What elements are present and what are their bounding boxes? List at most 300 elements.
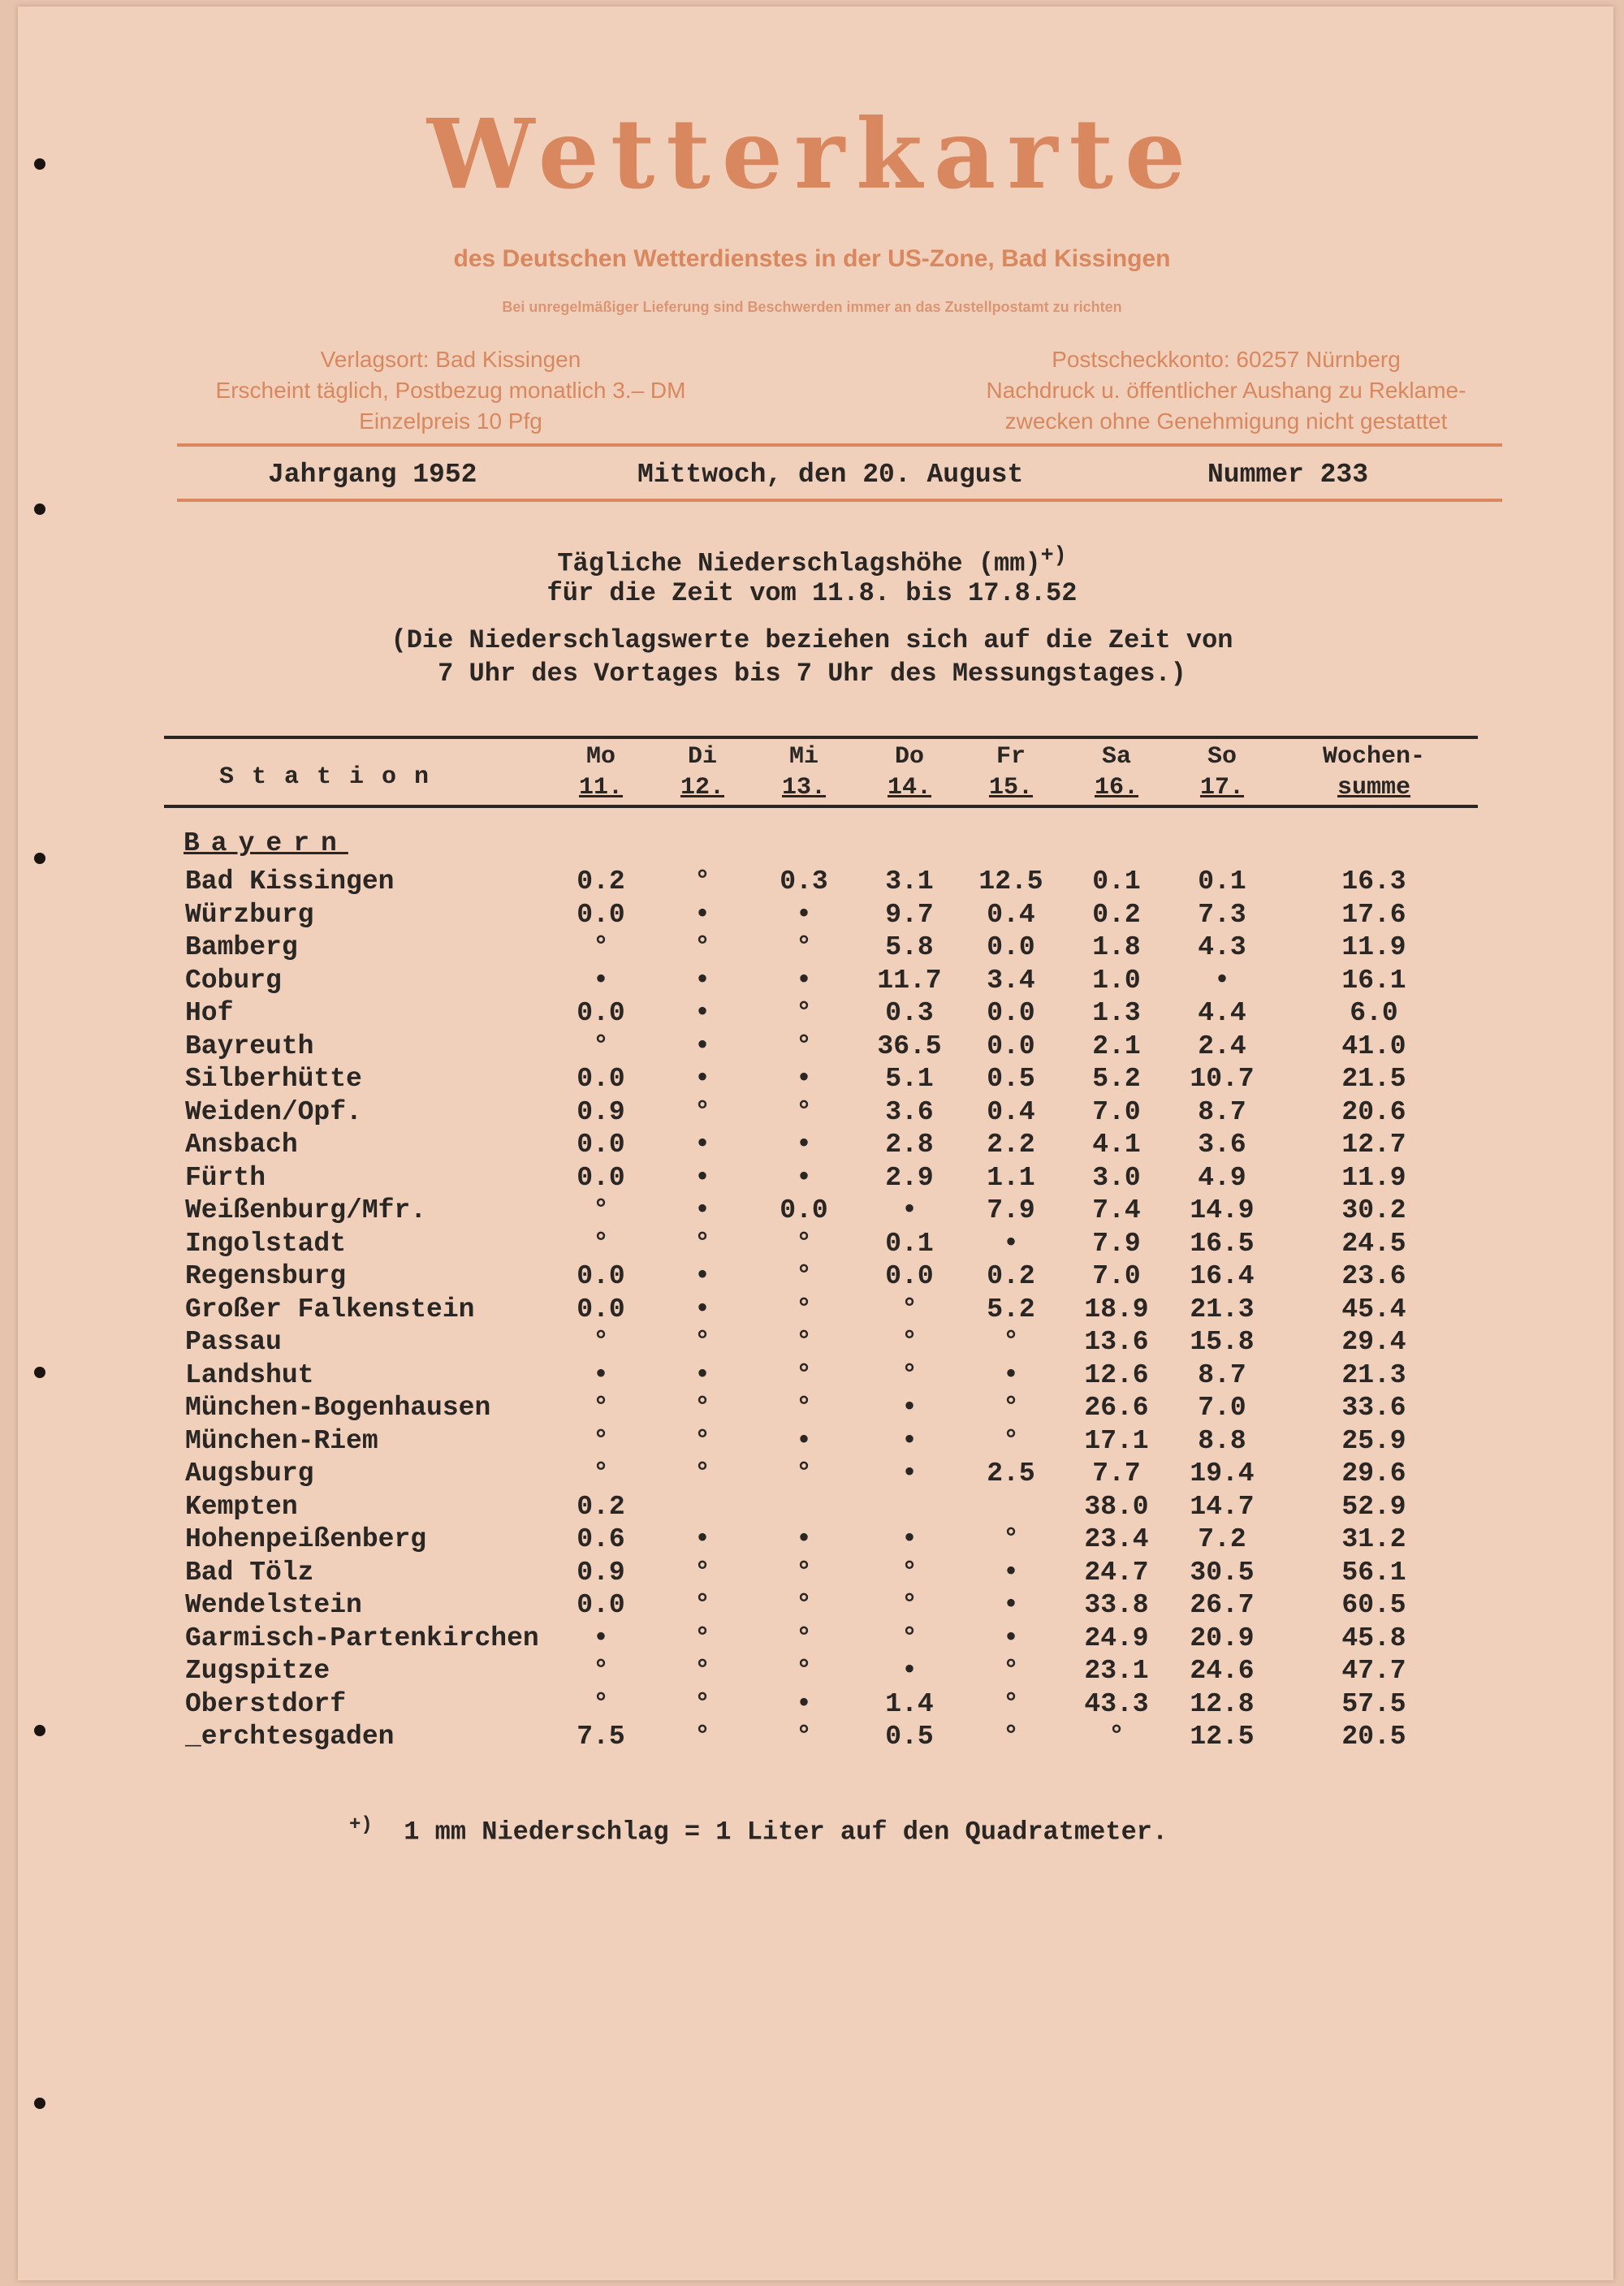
station-name: Großer Falkenstein	[185, 1294, 475, 1324]
precipitation-value: °	[796, 1590, 812, 1620]
weekly-sum: 56.1	[1341, 1557, 1406, 1588]
precipitation-value: °	[593, 1458, 609, 1489]
precipitation-value: 0.6	[577, 1524, 625, 1554]
weekly-sum: 33.6	[1341, 1393, 1406, 1423]
precipitation-value: •	[694, 965, 710, 996]
table-row	[0, 1458, 1624, 1492]
precipitation-value: 0.3	[885, 998, 934, 1028]
precipitation-value: 5.8	[885, 932, 934, 962]
precipitation-value: 0.2	[577, 1491, 625, 1522]
station-name: Ingolstadt	[185, 1228, 347, 1259]
column-header-day: So	[1207, 743, 1237, 771]
precipitation-value: 7.0	[1092, 1261, 1141, 1291]
precipitation-value: °	[694, 932, 710, 962]
weekly-sum: 52.9	[1341, 1491, 1406, 1522]
precipitation-value: °	[694, 1393, 710, 1423]
precipitation-value: •	[694, 998, 710, 1028]
precipitation-value: °	[1003, 1327, 1019, 1357]
precipitation-value: •	[694, 1261, 710, 1291]
precipitation-value: 0.0	[780, 1195, 828, 1225]
precipitation-value: 30.5	[1190, 1557, 1255, 1588]
precipitation-value: 7.9	[987, 1195, 1035, 1225]
precipitation-value: 8.7	[1198, 1359, 1246, 1390]
precipitation-value: °	[694, 1557, 710, 1588]
precipitation-value: •	[1214, 965, 1230, 996]
precipitation-value: 0.5	[987, 1064, 1035, 1094]
precipitation-value: •	[1003, 1623, 1019, 1653]
station-name: Augsburg	[185, 1458, 314, 1489]
region-heading: Bayern	[184, 828, 348, 858]
precipitation-value: 0.2	[1092, 899, 1141, 930]
precipitation-value: 26.6	[1084, 1393, 1149, 1423]
delivery-notice: Bei unregelmäßiger Lieferung sind Beschwerden immer an das Zustellpostamt zu richten	[502, 299, 1122, 315]
precipitation-value: 24.7	[1084, 1557, 1149, 1588]
precipitation-value: •	[901, 1656, 918, 1686]
column-header-day: Di	[687, 743, 717, 771]
precipitation-value: °	[694, 1722, 710, 1752]
single-price: Einzelpreis 10 Pfg	[359, 408, 542, 434]
precipitation-value: °	[593, 1425, 609, 1456]
weekly-sum: 41.0	[1341, 1031, 1406, 1061]
precipitation-value: 12.6	[1084, 1359, 1149, 1390]
precipitation-value: •	[1003, 1557, 1019, 1588]
precipitation-value: °	[1108, 1722, 1125, 1752]
weekly-sum: 12.7	[1341, 1130, 1406, 1160]
precipitation-value: 4.1	[1092, 1130, 1141, 1160]
precipitation-value: •	[593, 965, 609, 996]
table-rule-bottom	[164, 805, 1478, 808]
precipitation-value: •	[694, 1130, 710, 1160]
precipitation-value: °	[694, 1458, 710, 1489]
precipitation-value: °	[1003, 1524, 1019, 1554]
table-row	[0, 1130, 1624, 1163]
weekly-sum: 25.9	[1341, 1425, 1406, 1456]
precipitation-value: 0.0	[885, 1261, 934, 1291]
precipitation-value: 7.4	[1092, 1195, 1141, 1225]
weekly-sum: 45.8	[1341, 1623, 1406, 1653]
precipitation-value: 7.2	[1198, 1524, 1246, 1554]
weekly-sum: 20.6	[1341, 1096, 1406, 1127]
footnote-marker: +)	[1040, 544, 1067, 568]
precipitation-value: °	[901, 1557, 918, 1588]
precipitation-value: 20.9	[1190, 1623, 1255, 1653]
precipitation-value: 2.5	[987, 1458, 1035, 1489]
precipitation-value: 26.7	[1190, 1590, 1255, 1620]
table-rule-top	[164, 736, 1478, 739]
precipitation-value: •	[694, 1162, 710, 1193]
precipitation-value: •	[694, 1195, 710, 1225]
precipitation-value: 36.5	[877, 1031, 942, 1061]
weekly-sum: 11.9	[1341, 932, 1406, 962]
precipitation-value: °	[796, 1096, 812, 1127]
weekly-sum: 31.2	[1341, 1524, 1406, 1554]
weekly-sum: 29.6	[1341, 1458, 1406, 1489]
precipitation-value: °	[1003, 1722, 1019, 1752]
precipitation-value: 21.3	[1190, 1294, 1255, 1324]
precipitation-value: 0.2	[987, 1261, 1035, 1291]
footnote	[349, 1814, 1168, 1847]
precipitation-value: °	[1003, 1688, 1019, 1719]
weekly-sum: 17.6	[1341, 899, 1406, 930]
precipitation-value: °	[1003, 1425, 1019, 1456]
precipitation-value: 38.0	[1084, 1491, 1149, 1522]
table-title	[0, 544, 1624, 579]
station-name: Fürth	[185, 1162, 266, 1193]
weekly-sum: 45.4	[1341, 1294, 1406, 1324]
precipitation-table	[0, 866, 1624, 1755]
issue-number: Nummer 233	[1207, 460, 1369, 490]
weekly-sum: 47.7	[1341, 1656, 1406, 1686]
precipitation-value: 9.7	[885, 899, 934, 930]
precipitation-value: 13.6	[1084, 1327, 1149, 1357]
precipitation-value: 15.8	[1190, 1327, 1255, 1357]
precipitation-value: •	[901, 1425, 918, 1456]
sum-column-header: Wochen-	[1322, 743, 1426, 771]
table-row	[0, 1294, 1624, 1328]
precipitation-value: °	[901, 1359, 918, 1390]
footnote-mark: +)	[349, 1814, 373, 1836]
station-name: Bayreuth	[185, 1031, 314, 1061]
precipitation-value: °	[796, 1228, 812, 1259]
precipitation-value: 4.9	[1198, 1162, 1246, 1193]
station-name: Weiden/Opf.	[185, 1096, 362, 1127]
precipitation-value: •	[796, 1162, 812, 1193]
table-period: für die Zeit vom 11.8. bis 17.8.52	[546, 578, 1078, 608]
publisher-info-left	[187, 344, 715, 437]
weekly-sum: 21.3	[1341, 1359, 1406, 1390]
table-row	[0, 1558, 1624, 1591]
precipitation-value: 18.9	[1084, 1294, 1149, 1324]
precipitation-value: 11.7	[877, 965, 942, 996]
precipitation-value: 2.8	[885, 1130, 934, 1160]
precipitation-value: °	[796, 1359, 812, 1390]
precipitation-value: 1.1	[987, 1162, 1035, 1193]
precipitation-value: °	[694, 1096, 710, 1127]
precipitation-value: °	[796, 1294, 812, 1324]
precipitation-value: 16.4	[1190, 1261, 1255, 1291]
precipitation-value: 0.4	[987, 899, 1035, 930]
weekly-sum: 16.3	[1341, 866, 1406, 897]
punch-hole	[34, 853, 45, 864]
precipitation-value: 7.0	[1198, 1393, 1246, 1423]
weekly-sum: 30.2	[1341, 1195, 1406, 1225]
precipitation-value: •	[796, 1688, 812, 1719]
station-name: Hof	[185, 998, 234, 1028]
measurement-note-line2: 7 Uhr des Vortages bis 7 Uhr des Messungstages.)	[438, 659, 1186, 689]
precipitation-value: 2.2	[987, 1130, 1035, 1160]
weekly-sum: 57.5	[1341, 1688, 1406, 1719]
footnote-text: 1 mm Niederschlag = 1 Liter auf den Quadratmeter.	[404, 1817, 1168, 1847]
column-header-day: Sa	[1101, 743, 1131, 771]
precipitation-value: 23.4	[1084, 1524, 1149, 1554]
precipitation-value: °	[593, 1228, 609, 1259]
publishing-frequency: Erscheint täglich, Postbezug monatlich 3.– DM	[215, 378, 686, 403]
table-row	[0, 1097, 1624, 1130]
precipitation-value: 24.9	[1084, 1623, 1149, 1653]
table-row	[0, 1426, 1624, 1459]
column-header-date: 17.	[1199, 774, 1244, 802]
table-row	[0, 966, 1624, 999]
precipitation-value: °	[901, 1327, 918, 1357]
precipitation-value: 0.0	[577, 1064, 625, 1094]
precipitation-value: 0.0	[987, 998, 1035, 1028]
precipitation-value: 0.0	[577, 899, 625, 930]
precipitation-value: °	[593, 1031, 609, 1061]
station-name: Bad Tölz	[185, 1557, 314, 1588]
precipitation-value: 3.6	[885, 1096, 934, 1127]
precipitation-value: °	[694, 1425, 710, 1456]
precipitation-value: °	[593, 1393, 609, 1423]
station-name: Regensburg	[185, 1261, 347, 1291]
weekly-sum: 29.4	[1341, 1327, 1406, 1357]
table-row	[0, 1360, 1624, 1394]
column-header-date: 12.	[680, 774, 724, 802]
precipitation-value: °	[796, 1557, 812, 1588]
precipitation-value: °	[796, 932, 812, 962]
issue-volume: Jahrgang 1952	[268, 460, 477, 490]
table-row	[0, 1623, 1624, 1657]
weekly-sum: 20.5	[1341, 1722, 1406, 1752]
column-header-day: Do	[894, 743, 924, 771]
weekly-sum: 60.5	[1341, 1590, 1406, 1620]
precipitation-value: 2.9	[885, 1162, 934, 1193]
sum-column-header-line2: summe	[1337, 774, 1410, 802]
table-row	[0, 1590, 1624, 1623]
header-rule-top	[177, 443, 1502, 447]
precipitation-value: 7.7	[1092, 1458, 1141, 1489]
precipitation-value: •	[694, 1524, 710, 1554]
precipitation-value: °	[796, 1722, 812, 1752]
masthead-title: Wetterkarte	[426, 97, 1198, 210]
table-row	[0, 1064, 1624, 1097]
station-name: Landshut	[185, 1359, 314, 1390]
precipitation-value: 2.1	[1092, 1031, 1141, 1061]
table-row	[0, 932, 1624, 966]
table-row	[0, 900, 1624, 933]
station-name: _erchtesgaden	[185, 1722, 395, 1752]
precipitation-value: 1.0	[1092, 965, 1141, 996]
postal-account: Postscheckkonto: 60257 Nürnberg	[1052, 347, 1401, 372]
precipitation-value: 14.7	[1190, 1491, 1255, 1522]
masthead-subtitle: des Deutschen Wetterdienstes in der US-Zone, Bad Kissingen	[453, 245, 1171, 272]
precipitation-value: 0.3	[780, 866, 828, 897]
precipitation-value: •	[796, 1425, 812, 1456]
precipitation-value: 12.5	[1190, 1722, 1255, 1752]
precipitation-value: •	[796, 1064, 812, 1094]
precipitation-value: •	[694, 1294, 710, 1324]
precipitation-value: 8.8	[1198, 1425, 1246, 1456]
precipitation-value: 5.2	[1092, 1064, 1141, 1094]
weekly-sum: 16.1	[1341, 965, 1406, 996]
precipitation-value: 23.1	[1084, 1656, 1149, 1686]
column-header-date: 13.	[781, 774, 826, 802]
table-title-text: Tägliche Niederschlagshöhe (mm)	[557, 548, 1041, 579]
precipitation-value: 1.4	[885, 1688, 934, 1719]
table-row	[0, 866, 1624, 900]
precipitation-value: •	[796, 965, 812, 996]
precipitation-value: °	[796, 1261, 812, 1291]
precipitation-value: •	[901, 1524, 918, 1554]
precipitation-value: 3.0	[1092, 1162, 1141, 1193]
precipitation-value: °	[694, 1590, 710, 1620]
station-name: Würzburg	[185, 899, 314, 930]
table-row	[0, 1261, 1624, 1294]
station-name: Ansbach	[185, 1130, 298, 1160]
precipitation-value: °	[796, 1458, 812, 1489]
precipitation-value: 0.0	[577, 1162, 625, 1193]
precipitation-value: •	[694, 1064, 710, 1094]
table-row	[0, 1689, 1624, 1722]
punch-hole	[34, 2098, 45, 2109]
reprint-notice-line1: Nachdruck u. öffentlicher Aushang zu Reklame-	[986, 378, 1466, 403]
precipitation-value: 5.2	[987, 1294, 1035, 1324]
precipitation-value: 0.0	[987, 932, 1035, 962]
precipitation-value: °	[796, 1656, 812, 1686]
station-name: Coburg	[185, 965, 282, 996]
precipitation-value: 0.9	[577, 1557, 625, 1588]
table-row	[0, 1327, 1624, 1360]
precipitation-value: •	[796, 899, 812, 930]
weekly-sum: 6.0	[1350, 998, 1398, 1028]
precipitation-value: 16.5	[1190, 1228, 1255, 1259]
precipitation-value: 7.5	[577, 1722, 625, 1752]
precipitation-value: 1.8	[1092, 932, 1141, 962]
punch-hole	[34, 503, 45, 515]
precipitation-value: •	[796, 1130, 812, 1160]
precipitation-value: °	[593, 932, 609, 962]
precipitation-value: 3.1	[885, 866, 934, 897]
precipitation-value: °	[593, 1656, 609, 1686]
precipitation-value: 0.0	[577, 1294, 625, 1324]
precipitation-value: °	[1003, 1393, 1019, 1423]
precipitation-value: °	[694, 866, 710, 897]
precipitation-value: •	[593, 1359, 609, 1390]
table-row	[0, 1656, 1624, 1689]
precipitation-value: 8.7	[1198, 1096, 1246, 1127]
precipitation-value: •	[593, 1623, 609, 1653]
column-header-day: Fr	[996, 743, 1026, 771]
precipitation-value: 1.3	[1092, 998, 1141, 1028]
precipitation-value: °	[694, 1688, 710, 1719]
precipitation-value: 4.4	[1198, 998, 1246, 1028]
precipitation-value: 0.0	[577, 1130, 625, 1160]
precipitation-value: •	[1003, 1590, 1019, 1620]
precipitation-value: °	[694, 1623, 710, 1653]
column-header-date: 16.	[1094, 774, 1138, 802]
precipitation-value: °	[694, 1228, 710, 1259]
table-row	[0, 1492, 1624, 1525]
precipitation-value: 0.5	[885, 1722, 934, 1752]
precipitation-value: 5.1	[885, 1064, 934, 1094]
precipitation-value: •	[901, 1393, 918, 1423]
weekly-sum: 24.5	[1341, 1228, 1406, 1259]
precipitation-value: 0.4	[987, 1096, 1035, 1127]
station-name: Passau	[185, 1327, 282, 1357]
precipitation-value: °	[796, 1327, 812, 1357]
column-header-date: 15.	[988, 774, 1033, 802]
precipitation-value: •	[796, 1524, 812, 1554]
precipitation-value: 12.8	[1190, 1688, 1255, 1719]
column-header-day: Mi	[788, 743, 818, 771]
precipitation-value: 3.6	[1198, 1130, 1246, 1160]
publisher-place: Verlagsort: Bad Kissingen	[320, 347, 581, 372]
precipitation-value: 0.0	[577, 998, 625, 1028]
precipitation-value: 0.9	[577, 1096, 625, 1127]
station-name: Bad Kissingen	[185, 866, 395, 897]
table-row	[0, 1195, 1624, 1229]
station-name: Oberstdorf	[185, 1688, 347, 1719]
precipitation-value: °	[796, 1393, 812, 1423]
precipitation-value: 0.0	[577, 1590, 625, 1620]
precipitation-value: 0.1	[1198, 866, 1246, 897]
precipitation-value: 7.0	[1092, 1096, 1141, 1127]
station-column-header: Station	[219, 763, 447, 791]
precipitation-value: •	[901, 1458, 918, 1489]
precipitation-value: °	[694, 1327, 710, 1357]
table-row	[0, 1229, 1624, 1262]
precipitation-value: 0.1	[1092, 866, 1141, 897]
precipitation-value: 24.6	[1190, 1656, 1255, 1686]
column-header-day: Mo	[585, 743, 615, 771]
precipitation-value: 0.0	[577, 1261, 625, 1291]
precipitation-value: °	[796, 1031, 812, 1061]
station-name: Zugspitze	[185, 1656, 330, 1686]
station-name: München-Bogenhausen	[185, 1393, 491, 1423]
precipitation-value: •	[694, 1031, 710, 1061]
precipitation-value: 3.4	[987, 965, 1035, 996]
column-header-date: 14.	[887, 774, 931, 802]
precipitation-value: °	[901, 1294, 918, 1324]
station-name: Garmisch-Partenkirchen	[185, 1623, 539, 1653]
publisher-info-right	[954, 344, 1498, 437]
station-name: Weißenburg/Mfr.	[185, 1195, 427, 1225]
precipitation-value: °	[796, 1623, 812, 1653]
precipitation-value: 43.3	[1084, 1688, 1149, 1719]
table-row	[0, 1393, 1624, 1426]
precipitation-value: 33.8	[1084, 1590, 1149, 1620]
table-row	[0, 998, 1624, 1031]
issue-date: Mittwoch, den 20. August	[637, 460, 1024, 490]
precipitation-value: 4.3	[1198, 932, 1246, 962]
precipitation-value: °	[593, 1327, 609, 1357]
precipitation-value: 0.0	[987, 1031, 1035, 1061]
station-name: Kempten	[185, 1491, 298, 1522]
precipitation-value: •	[694, 1359, 710, 1390]
precipitation-value: °	[593, 1195, 609, 1225]
station-name: Silberhütte	[185, 1064, 362, 1094]
precipitation-value: °	[901, 1590, 918, 1620]
table-row	[0, 1524, 1624, 1558]
station-name: München-Riem	[185, 1425, 378, 1456]
table-row	[0, 1722, 1624, 1755]
precipitation-value: °	[694, 1656, 710, 1686]
precipitation-value: •	[1003, 1228, 1019, 1259]
precipitation-value: 2.4	[1198, 1031, 1246, 1061]
precipitation-value: 12.5	[978, 866, 1043, 897]
precipitation-value: 7.3	[1198, 899, 1246, 930]
column-header-date: 11.	[578, 774, 623, 802]
precipitation-value: •	[901, 1195, 918, 1225]
precipitation-value: 0.1	[885, 1228, 934, 1259]
precipitation-value: •	[694, 899, 710, 930]
table-row	[0, 1163, 1624, 1196]
measurement-note-line1: (Die Niederschlagswerte beziehen sich auf die Zeit von	[391, 625, 1233, 655]
weekly-sum: 23.6	[1341, 1261, 1406, 1291]
table-row	[0, 1031, 1624, 1065]
weekly-sum: 21.5	[1341, 1064, 1406, 1094]
station-name: Wendelstein	[185, 1590, 362, 1620]
precipitation-value: 0.2	[577, 866, 625, 897]
